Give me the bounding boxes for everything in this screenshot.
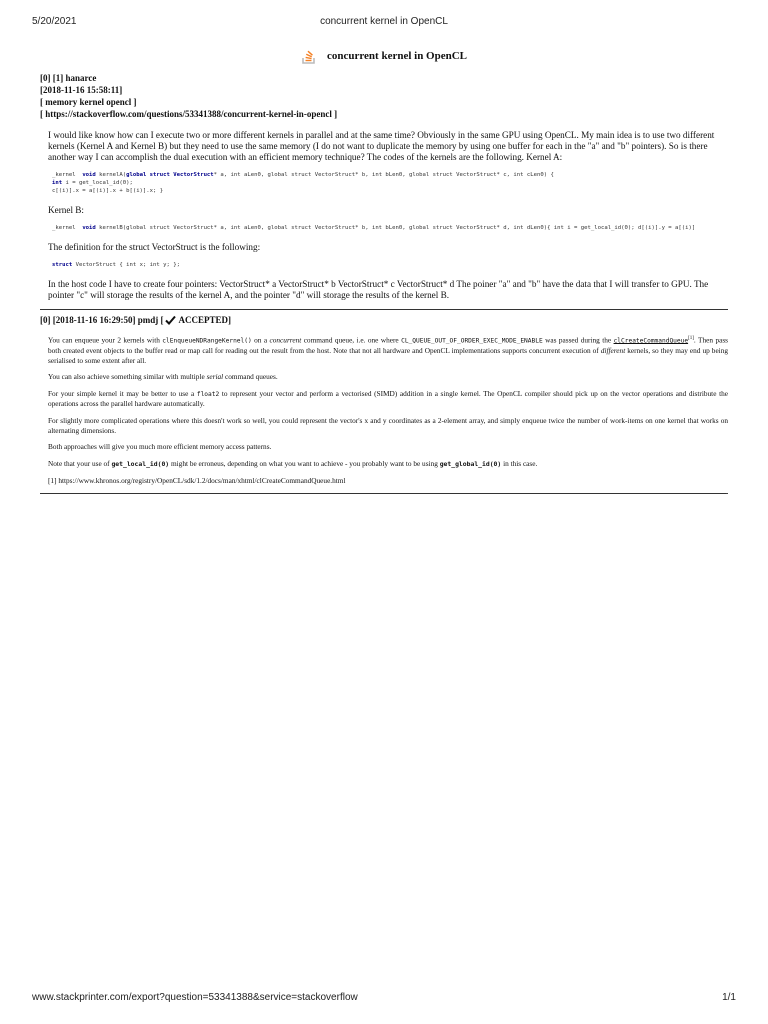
question-meta-date: [2018-11-16 15:58:11]: [40, 85, 123, 95]
print-date: 5/20/2021: [32, 16, 77, 27]
code-block-kernel-b: _kernel void kernelB(global struct VectorStruct* a, int aLen0, global struct VectorStruct* b, int bLen0, global struct VectorStruct* d, int dLen0){ int i = get_local_id(0); d[(i)].y = a[(i)]: [52, 225, 696, 231]
question-title-text: concurrent kernel in OpenCL: [326, 50, 468, 62]
kernel-b-label: Kernel B:: [48, 205, 84, 215]
page-count: 1/1: [722, 992, 736, 1003]
stackoverflow-icon: [301, 48, 317, 64]
question-meta-link[interactable]: [ https://stackoverflow.com/questions/53341388/concurrent-kernel-in-opencl ]: [40, 109, 338, 119]
print-header: [32, 16, 736, 28]
answer-paragraph: For your simple kernel it may be better to use a float2 to represent your vector and perform a vectorised (SIMD) addition in a single kernel. The OpenCL compiler should pick up on the vector operations and distribute the operations across the parallel hardware automatically.: [48, 388, 728, 409]
question-title: [40, 48, 728, 64]
reference-link[interactable]: [1] https://www.khronos.org/registry/OpenCL/sdk/1.2/docs/man/xhtml/clCreateCommandQueue.html: [48, 476, 346, 486]
answer-meta: [0] [2018-11-16 16:29:50] pmdj [ ACCEPTED]: [40, 315, 231, 325]
print-footer: [32, 992, 736, 1004]
question-body: [48, 130, 728, 301]
struct-intro: The definition for the struct VectorStruct is the following:: [48, 242, 261, 252]
divider: [40, 309, 728, 310]
question-paragraph: I would like know how can I execute two or more different kernels in parallel and at the same time? Obviously in the same GPU using OpenCL. My main idea is to use two different kernels (Kernel A and Kernel B) but they need to use the same memory (I do not want to duplicate the memory by using one buffer for each in the "a" and "b" pointers). So is there another way I can accomplish the dual execution with an efficient memory technique? The codes of the kernels are the following. Kernel A:: [48, 130, 715, 162]
answer-paragraph: Note that your use of get_local_id(0) might be erroneus, depending on what you want to achieve - you probably want to be using get_global_id(0) in this case.: [48, 458, 538, 468]
answer-paragraph: For slightly more complicated operations where this doesn't work so well, you could represent the vector's x and y coordinates as a 2-element array, and simply enqueue twice the number of work-items on one kernel that works on alternating dimensions.: [48, 415, 728, 435]
answer-body: [48, 334, 728, 486]
question-meta-tags: [ memory kernel opencl ]: [40, 97, 137, 107]
api-link[interactable]: clCreateCommandQueue: [613, 337, 689, 345]
answer-paragraph: You can also achieve something similar with multiple serial command queues.: [48, 372, 278, 382]
question-paragraph-last: In the host code I have to create four pointers: VectorStruct* a VectorStruct* b VectorStruct* c VectorStruct* d The poiner "a" and "b" have the data that I will transfer to GPU. The pointer "c" will storage the results of the kernel A, and the pointer "d" will storage the results of the kernel B.: [48, 279, 709, 300]
question-meta-author: [0] [1] hanarce: [40, 73, 97, 83]
question-meta: [40, 72, 728, 120]
answer-paragraph: You can enqueue your 2 kernels with clEnqueueNDRangeKernel() on a concurrent command queue, i.e. one where CL_QUEUE_OUT_OF_ORDER_EXEC_MODE_ENABLE was passed during the clCreateCommandQueue[1]. Then pass both created event objects to the buffer read or map call for reading out the result from the host. Note that not all hardware and OpenCL implementations supports concurrent execution of different kernels, so they may end up being serialised to some extent after all.: [48, 335, 729, 365]
document-content: [40, 48, 728, 498]
accepted-label: ACCEPTED]: [178, 315, 231, 325]
divider: [40, 493, 728, 494]
answer-paragraph: Both approaches will give you much more efficient memory access patterns.: [48, 442, 272, 452]
print-title: concurrent kernel in OpenCL: [320, 16, 448, 27]
checkmark-icon: [165, 315, 176, 325]
footer-url: www.stackprinter.com/export?question=53341388&service=stackoverflow: [32, 992, 358, 1003]
code-block-struct: struct VectorStruct { int x; int y; };: [52, 262, 180, 268]
trailing-mark: .: [726, 487, 728, 496]
code-block-kernel-a: _kernel void kernelA(global struct VectorStruct* a, int aLen0, global struct VectorStruct* b, int bLen0, global struct VectorStruct* c, int cLen0) { int i = get_local_id(0); c[(i)].x = a[(i)].x + b[(i)].x; }: [52, 172, 554, 194]
